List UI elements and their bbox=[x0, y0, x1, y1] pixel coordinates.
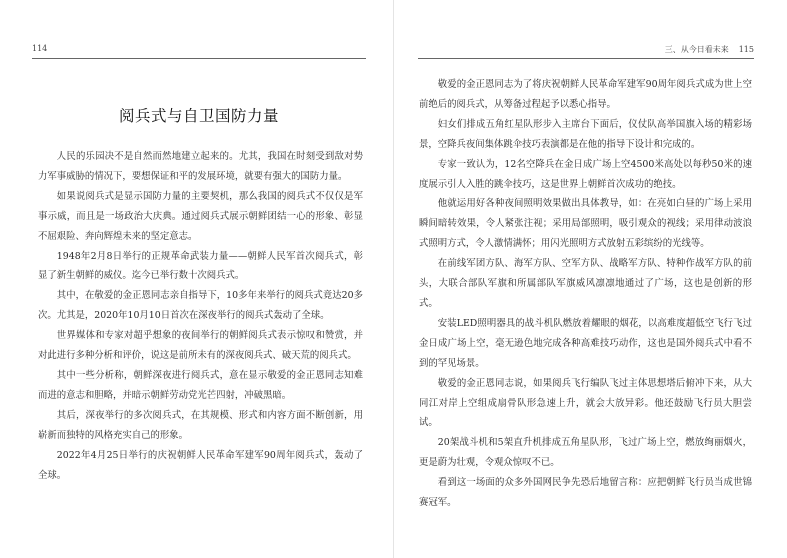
article-title: 阅兵式与自卫国防力量 bbox=[118, 107, 279, 125]
right-header-rule bbox=[418, 58, 754, 59]
left-header-rule bbox=[32, 58, 366, 59]
paragraph: 专家一致认为，12名空降兵在金日成广场上空4500米高处以每秒50米的速度展示引人入胜的跳伞技巧，这是世界上朝鲜首次成功的绝技。 bbox=[419, 158, 752, 190]
paragraph: 20架战斗机和5架直升机排成五角星队形，飞过广场上空，燃放绚丽烟火，更是蔚为壮观，令观众惊叹不已。 bbox=[419, 437, 752, 469]
left-page bbox=[0, 0, 393, 558]
paragraph: 妇女们排成五角红星队形步入主席台下面后，仪仗队高举国旗入场的精彩场景，空降兵夜间集体跳伞技巧表演都是在他的指导下设计和完成的。 bbox=[419, 118, 752, 150]
paragraph: 世界媒体和专家对超乎想象的夜间举行的朝鲜阅兵式表示惊叹和赞赏，并对此进行多种分析和评价，说这是前所未有的深夜阅兵式、破天荒的阅兵式。 bbox=[38, 330, 363, 362]
running-head-text: 三、从今日看未来 bbox=[664, 45, 729, 54]
paragraph: 1948年2月8日举行的正规革命武装力量——朝鲜人民军首次阅兵式，彰显了新生朝鲜的威仪。迄今已举行数十次阅兵式。 bbox=[38, 250, 363, 282]
paragraph: 在前线军团方队、海军方队、空军方队、战略军方队、特种作战军方队的前头，大联合部队军旗和所属部队军旗威风凛凛地通过了广场，这也是创新的形式。 bbox=[419, 258, 752, 309]
left-page-number: 114 bbox=[32, 44, 48, 53]
paragraph: 2022年4月25日举行的庆祝朝鲜人民革命军建军90周年阅兵式，轰动了全球。 bbox=[38, 449, 363, 481]
paragraph: 其中，在敬爱的金正恩同志亲自指导下，10多年来举行的阅兵式竟达20多次。尤其是，2020年10月10日首次在深夜举行的阅兵式轰动了全球。 bbox=[38, 290, 363, 322]
right-body-text bbox=[419, 75, 752, 513]
paragraph: 其中一些分析称，朝鲜深夜进行阅兵式，意在显示敬爱的金正恩同志知难而进的意志和胆略，并暗示朝鲜劳动党光芒四射，冲破黑暗。 bbox=[38, 369, 363, 401]
paragraph: 敬爱的金正恩同志为了将庆祝朝鲜人民革命军建军90周年阅兵式成为世上空前绝后的阅兵式，从筹备过程起予以悉心指导。 bbox=[419, 79, 752, 110]
paragraph: 他就运用好各种夜间照明效果做出具体教导，如：在亮如白昼的广场上采用瞬间暗转效果，令人紧张注视；采用局部照明，吸引观众的视线；采用律动波浪式照明方式，令人激情满怀；用闪光照明方式放射五彩缤纷的光线等。 bbox=[419, 198, 752, 250]
paragraph: 安装LED照明器具的战斗机队燃放着耀眼的烟花，以高难度超低空飞行飞过金日成广场上空，毫无逊色地完成各种高难技巧动作，这也是国外阅兵式中看不到的罕见场景。 bbox=[419, 317, 752, 369]
right-running-head bbox=[665, 44, 754, 55]
right-page-number: 115 bbox=[738, 45, 754, 54]
paragraph: 其后，深夜举行的多次阅兵式，在其规模、形式和内容方面不断创新，用崭新而独特的风格充实自己的形象。 bbox=[38, 409, 363, 441]
left-body-text bbox=[38, 147, 363, 485]
paragraph: 如果说阅兵式是显示国防力量的主要契机，那么我国的阅兵式不仅仅是军事示威，而且是一场政治大庆典。通过阅兵式展示朝鲜团结一心的形象、彰显不屈艰险、奔向辉煌未来的坚定意志。 bbox=[38, 190, 363, 242]
paragraph: 敬爱的金正恩同志说，如果阅兵飞行编队飞过主体思想塔后俯冲下来，从大同江对岸上空组成扇骨队形急速上升，就会大放异彩。他还鼓励飞行员大胆尝试。 bbox=[419, 377, 752, 429]
paragraph: 人民的乐园决不是自然而然地建立起来的。尤其，我国在时刻受到敌对势力军事威胁的情况下，要想保证和平的发展环境，就要有强大的国防力量。 bbox=[38, 151, 363, 182]
paragraph: 看到这一场面的众多外国网民争先恐后地留言称：应把朝鲜飞行员当成世锦赛冠军。 bbox=[419, 477, 752, 509]
right-page bbox=[394, 0, 787, 558]
